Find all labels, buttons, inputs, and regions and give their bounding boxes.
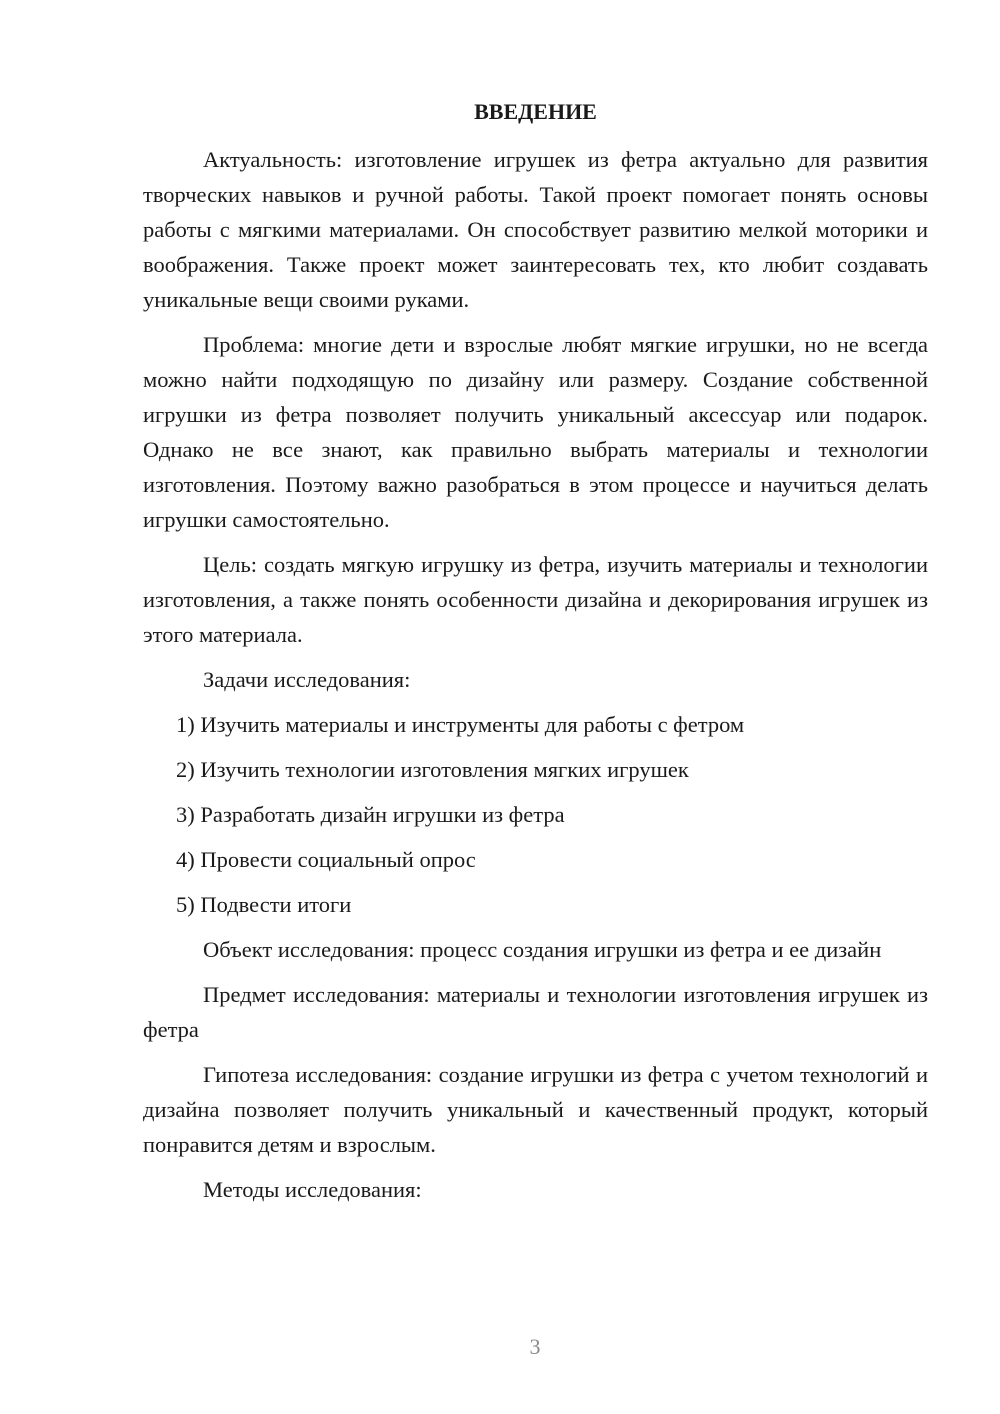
task-item: 2) Изучить технологии изготовления мягких игрушек (176, 757, 689, 782)
page-number: 3 (529, 1334, 541, 1359)
tasks-heading: Задачи исследования: (203, 667, 411, 692)
section-title: ВВЕДЕНИЕ (474, 99, 597, 124)
task-item: 1) Изучить материалы и инструменты для работы с фетром (176, 712, 745, 737)
subject-paragraph: Предмет исследования: материалы и технологии изготовления игрушек из фетра (143, 982, 928, 1042)
hypothesis-paragraph: Гипотеза исследования: создание игрушки из фетра с учетом технологий и дизайна позволяет получить уникальный и качественный продукт, который понравится детям и взрослым. (143, 1062, 928, 1157)
task-item: 5) Подвести итоги (176, 892, 352, 917)
task-item: 3) Разработать дизайн игрушки из фетра (176, 802, 565, 827)
methods-heading: Методы исследования: (203, 1177, 422, 1202)
problem-paragraph: Проблема: многие дети и взрослые любят мягкие игрушки, но не всегда можно найти подходящую по дизайну или размеру. Создание собственной игрушки из фетра позволяет получить уникальный аксессуар или подарок. Однако не все знают, как правильно выбрать материалы и технологии изготовления. Поэтому важно разобраться в этом процессе и научиться делать игрушки самостоятельно. (143, 332, 928, 532)
task-item: 4) Провести социальный опрос (176, 847, 476, 872)
object-paragraph: Объект исследования: процесс создания игрушки из фетра и ее дизайн (203, 937, 882, 962)
task-list (143, 707, 928, 922)
relevance-paragraph: Актуальность: изготовление игрушек из фетра актуально для развития творческих навыков и ручной работы. Такой проект помогает понять основы работы с мягкими материалами. Он способствует развитию мелкой моторики и воображения. Также проект может заинтересовать тех, кто любит создавать уникальные вещи своими руками. (143, 147, 928, 312)
goal-paragraph: Цель: создать мягкую игрушку из фетра, изучить материалы и технологии изготовления, а также понять особенности дизайна и декорирования игрушек из этого материала. (143, 552, 928, 647)
page-content (143, 97, 928, 1207)
